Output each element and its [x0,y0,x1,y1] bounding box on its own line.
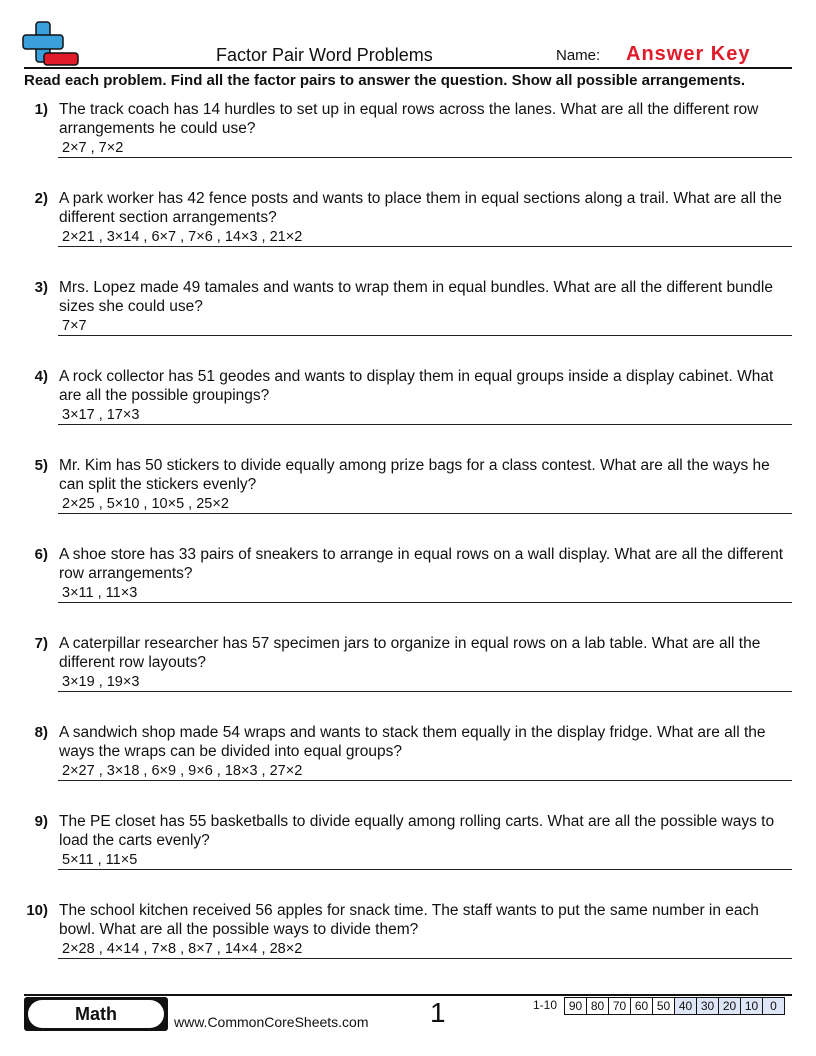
problem-text: A park worker has 42 fence posts and wants to place them in equal sections along a trail. What are all the different section arrangements? [59,190,782,226]
problem-number: 2) [34,190,48,207]
problem-text: The track coach has 14 hurdles to set up in equal rows across the lanes. What are all the different row arrangements he could use? [59,101,759,137]
problem-number: 8) [34,724,48,741]
problem-text: A rock collector has 51 geodes and wants to display them in equal groups inside a display cabinet. What are all the possible groupings? [59,368,774,404]
subject-label: Math [28,1000,164,1028]
answer-line [58,513,792,514]
answer-line [58,335,792,336]
score-cell: 90 [568,999,583,1013]
problem-text: The school kitchen received 56 apples for snack time. The staff wants to put the same number in each bowl. What are all the possible ways to divide them? [59,902,759,938]
problem-number: 10) [26,902,48,919]
score-cell: 20 [718,998,740,1014]
answer-text: 5×11 , 11×5 [62,852,138,868]
score-cell: 60 [630,998,652,1014]
answer-line [58,869,792,870]
problem-number: 3) [34,279,48,296]
score-cell: 80 [586,998,608,1014]
answer-text: 7×7 [62,318,87,334]
problem-number: 1) [34,101,48,118]
answer-text: 2×28 , 4×14 , 7×8 , 8×7 , 14×4 , 28×2 [62,941,303,957]
page-number: 1 [430,997,446,1028]
problem-text: A shoe store has 33 pairs of sneakers to arrange in equal rows on a wall display. What are all the different row arrangements? [59,546,784,582]
answer-text: 3×19 , 19×3 [62,674,140,690]
score-cell: 30 [696,998,718,1014]
answer-key-label: Answer Key [626,43,751,65]
answer-line [58,157,792,158]
score-cell: 0 [762,998,784,1014]
problem-text: Mrs. Lopez made 49 tamales and wants to wrap them in equal bundles. What are all the different bundle sizes she could use? [59,279,773,315]
answer-text: 2×7 , 7×2 [62,140,124,156]
answer-line [58,958,792,959]
score-cell: 70 [608,998,630,1014]
answer-text: 2×21 , 3×14 , 6×7 , 7×6 , 14×3 , 21×2 [62,229,303,245]
problem-number: 5) [34,457,48,474]
instructions: Read each problem. Find all the factor pairs to answer the question. Show all possible arrangements. [24,72,745,89]
answer-line [58,780,792,781]
score-cell: 40 [674,998,696,1014]
problem-text: Mr. Kim has 50 stickers to divide equally among prize bags for a class contest. What are all the ways he can split the stickers evenly? [59,457,770,493]
problem-text: A caterpillar researcher has 57 specimen jars to organize in equal rows on a lab table. What are all the different row layouts? [59,635,761,671]
header-divider [24,67,792,69]
score-cell: 10 [740,998,762,1014]
problem-number: 7) [34,635,48,652]
score-range-label: 1-10 [533,998,558,1012]
plus-minus-logo-icon [22,20,80,68]
score-table [564,997,785,1015]
footer-divider [24,994,792,996]
answer-line [58,246,792,247]
answer-text: 3×17 , 17×3 [62,407,140,423]
subject-badge [24,997,168,1031]
answer-line [58,691,792,692]
answer-line [58,424,792,425]
problem-text: A sandwich shop made 54 wraps and wants to stack them equally in the display fridge. What are all the ways the wraps can be divided into equal groups? [59,724,766,760]
answer-text: 2×27 , 3×18 , 6×9 , 9×6 , 18×3 , 27×2 [62,763,303,779]
problem-text: The PE closet has 55 basketballs to divide equally among rolling carts. What are all the possible ways to load the carts evenly? [59,813,775,849]
problem-number: 9) [34,813,48,830]
worksheet-title: Factor Pair Word Problems [216,45,433,65]
website-link[interactable]: www.CommonCoreSheets.com [174,1014,369,1030]
score-cell: 50 [652,998,674,1014]
problem-number: 4) [34,368,48,385]
answer-text: 2×25 , 5×10 , 10×5 , 25×2 [62,496,229,512]
problem-number: 6) [34,546,48,563]
answer-line [58,602,792,603]
answer-text: 3×11 , 11×3 [62,585,138,601]
name-label: Name: [556,47,601,64]
